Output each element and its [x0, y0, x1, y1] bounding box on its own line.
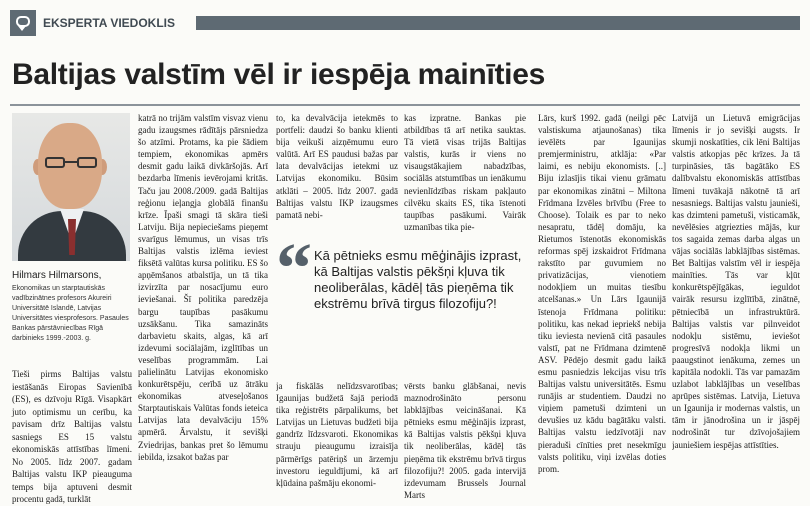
article-column-1	[138, 112, 268, 500]
header-bar	[196, 16, 800, 30]
article-column-2-bottom	[276, 380, 398, 500]
pull-quote	[276, 228, 522, 328]
author-bio: Ekonomikas un starptautiskās vadībzinātnes profesors Akureiri Universitātē Islandē, Latvijas Universitātes viesprofesors. Pasaules Bankas pārstāvniecības Rīgā darbinieks 1999.-2003. g.	[12, 285, 129, 342]
lead-paragraph: Tieši pirms Baltijas valstu iestāšanās Eiropas Savienībā (ES), es dzīvoju Rīgā. Visapkārt juto optimismu un cerību, ka pavisam drīz Baltijas valstu sasniegs ES 15 valstu ekonomiskās attīstības līmeni. No 2005. līdz 2007. gadam Baltijas valstu IKP pieauguma temps bija aptuveni desmit procentu gadā, turklāt	[12, 369, 132, 504]
headline-divider	[10, 104, 800, 106]
speech-bubble-icon	[10, 10, 36, 36]
column-text: to, ka devalvācija ietekmēs to portfeli: daudzi šo banku klienti bija veikuši aizņēmumu euro valūtā. Arī ES paudusi bažas par lata devalvācijas ietekmi uz Latvijas ekonomiku. Būsim atklāti – 2005. līdz 2007. gadā Baltijas valstu IKP izaugsmes pamatā nebi-	[276, 113, 398, 220]
quote-mark-icon: “	[276, 228, 312, 308]
author-name: Hilmars Hilmarsons,	[12, 270, 102, 281]
section-label: EKSPERTA VIEDOKLIS	[36, 10, 186, 36]
column-text: Latvijā un Lietuvā emigrācijas līmenis ir jo sevišķi augsts. Ir skumji noskatīties, cik lēni Baltijas valstis atkopjas pēc krīzes. Ja tā turpināsies, tās bagātāko ES dalībvalstu ekonomiskās attīstības līmeni tuvākajā nākotnē tā arī nesasniegs. Baltijas valstu jaunieši, kas dzimteni pametuši, visticamāk, nevēlēsies atgriezties mājās, kur tos sagaida zemas darba algas un vājas sociālās labklājības sistēmas. Bet Baltijas valstīm vēl ir iespēja mainīties. Tās var kļūt konkurētspējīgākas, ieguldot vairāk resursu izglītībā, zinātnē, pētniecībā un infrastruktūrā. Baltijas valstis var pilnveidot nodokļu sistēmu, ieviešot progresīvā nodokļa likmi un paaugstinot ienākuma, zemes un kapitāla nodokli. Tās var pamazām uzlabot labklājības un veselības aprūpes sistēmas. Latvija, Lietuva un Igaunija ir modernas valstis, un tām ir jānodrošina un ir jāspēj nodrošināt tur dzīvojošajiem jauniešiem iespējas attīstīties.	[672, 113, 800, 450]
column-text: katrā no trijām valstīm visvaz vienu gadu izaugsmes rādītājs pārsniedza šo atzīmi. Protams, ka pie šādiem tempiem, ekonomikas apmērs desmit gadu laikā divkāršojās. Arī bezdarba līmenis ievērojami kritās. Taču jau 2008./2009. gadā Baltijas reģionu ieļangja globālā finanšu krīze. Īpaši smagi tā skāra tieši Latviju. Bija nepieciešams pieņemt svarīgus lēmumus, un visas trīs Baltijas valstis izlēma ieviest fiksētā valūtas kursa politiku. ES šo apņēmšanos atbalstīja, un tā tika izvirzīta par nosacījumu euro ieviešanai. Šī politika paredzēja bargu taupības pasākumu uzsākšanu. Tika samazināts darbavietu skaits, algas, kā arī izdevumi sociālajām, izglītības un veselības programmām. Lai palielinātu Latvijas ekonomisko konkurētspēju, cerībā uz ātrāku ekonomikas atveseļošanos Starptautiskais Valūtas fonds ieteica Latvijas lata devalvāciju 15% apmērā. Ārvalstu, it sevišķi Zviedrijas, bankas pret šo lēmumu iebilda, izsakot bažas par	[138, 113, 268, 462]
column-text: Lārs, kurš 1992. gadā (neilgi pēc valstiskuma atjaunošanas) tika ievēlēts par Igaunijas premjerministru, atklāja: «Par laimi, es nebiju ekonomists. [..] Biju izlasījis tikai vienu grāmatu par ekonomikas zinātni – Miltona Frīdmana Izvēles brīvību (Free to Choose). Tolaik es par to neko nesapratu, tādēļ domāju, ka Rietumos īstenotās ekonomiskās reformas spēj izskaidrot Frīdmana rakstīto par guvumiem no privatizācijas, vienotiem nodokļiem un muitas tiesību atcelšanas.» Un Lārs Igaunijā īstenoja Frīdmana politiku: politiku, kas nekad iepriekš nebija tiku ieviesta nevienā citā pasaules valstī, pat ne Frīdmana dzimtenē ASV. Pēdējo desmit gadu laikā esmu pasniedzis lekcijas visu trīs Baltijas valstu universitātēs. Esmu runājis ar studentiem. Daudzi no viņiem pametuši dzimteni un devušies uz kādu bagātāku valsti. Baltijas valstu iedzīvotāji nav pieraduši cīnīties pret nesekmīgu valsts politiku, viņi izvēlas doties prom.	[538, 113, 666, 474]
column-text: vērsts banku glābšanai, nevis maznodrošināto personu labklājības veicināšanai. Kā pētnieks esmu mēģinājis izprast, kā Baltijas valstis pēkšņi kļuva tik neoliberālas, kādēļ tās pieņēma tik ekstrēmu brīvā tirgus filozofiju?! 2005. gada intervijā izdevumam Brussels Journal Marts	[404, 381, 526, 500]
article-column-2-top	[276, 112, 398, 234]
article-column-4	[538, 112, 666, 500]
column-text: ja fiskālās nelīdzsvarotības; Igaunijas budžetā šajā periodā tika reģistrēts pārpalikums, bet Latvijas un Lietuvas budžeti bija gandrīz līdzsvaroti. Ekonomikas strauju pieaugumu izraisīja pārmērīgs patēriņš un ārzemju investoru ieguldījumi, kā arī kļūdaina pašmāju ekonomi-	[276, 381, 398, 488]
pull-quote-text: Kā pētnieks esmu mēģinājis izprast, kā Baltijas valstis pēkšņi kļuva tik neoliberālas, kādēļ tās pieņēma tik ekstrēmu brīvā tirgus filozofiju?!	[314, 248, 522, 311]
column-text: kas izpratne. Bankas pie atbildības tā arī netika sauktas. Tā vietā visas trijās Baltijas valstis, kurās ir viens no visaugstākajiem nabadzības, sociālās atstumtības un ienākumu nevienlīdzības riskam pakļauto cilvēku skaits ES, tika īstenoti taupības pasākumi. Vairāk uzmanības tika pie-	[404, 113, 526, 232]
headline: Baltijas valstīm vēl ir iespēja mainīties	[12, 58, 545, 91]
author-photo	[12, 113, 130, 261]
article-column-5	[672, 112, 800, 500]
article-column-3-top	[404, 112, 526, 234]
section-header	[10, 10, 800, 36]
article-column-3-bottom	[404, 380, 526, 500]
